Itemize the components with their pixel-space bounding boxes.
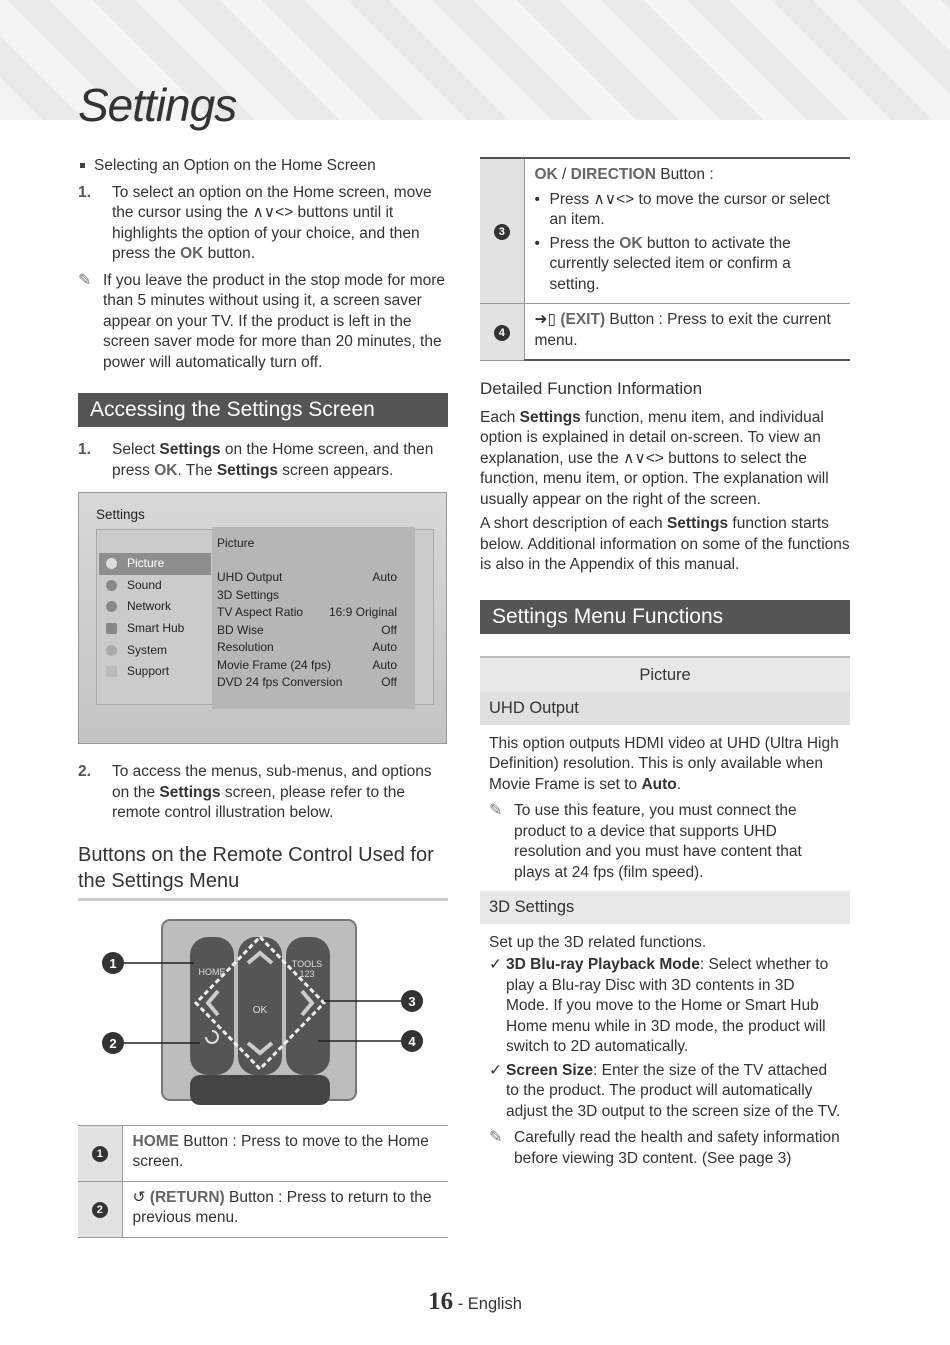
- slash-text: /: [557, 166, 571, 183]
- description-cell: [524, 304, 850, 361]
- tools-number-label: 123: [299, 968, 315, 979]
- sound-icon: [106, 580, 117, 591]
- system-icon: [106, 645, 117, 656]
- picture-submenu: [212, 527, 415, 709]
- picture-header: Picture: [480, 656, 850, 693]
- para-text: function, menu item, and individual option is explained in detail on-screen. To view an explanation, use the: [480, 408, 824, 467]
- para-text: Each: [480, 408, 520, 426]
- settings-word: Settings: [159, 783, 221, 801]
- picture-icon: [106, 558, 117, 569]
- menu-item-support: [99, 661, 211, 683]
- paragraph: [489, 734, 841, 796]
- settings-word: Settings: [519, 408, 581, 426]
- remote-control-illustration: [78, 915, 448, 1115]
- section-settings-menu-functions: Settings Menu Functions: [480, 600, 850, 634]
- ok-label: OK: [619, 234, 643, 252]
- index-badge: 4: [494, 325, 510, 341]
- step-number: 1.: [78, 441, 91, 458]
- bullet-text: Selecting an Option on the Home Screen: [94, 157, 376, 174]
- row-value: 16:9 Original: [328, 605, 397, 619]
- access-step-2: [78, 762, 448, 824]
- screen-menu: [99, 553, 211, 683]
- note: [78, 271, 448, 374]
- step-text: To select an option on the Home screen, move the cursor using the: [112, 183, 432, 221]
- step-text: Select: [112, 441, 160, 458]
- 3d-settings-body: [480, 924, 850, 1170]
- list-item: • Press ∧∨<> to move the cursor or select an item.: [534, 190, 830, 228]
- check-item: [489, 1061, 841, 1123]
- row-label: BD Wise: [217, 622, 264, 637]
- step-text: . The: [177, 461, 217, 479]
- button-table-right: [480, 157, 850, 361]
- right-column: [480, 157, 850, 1173]
- uhd-output-body: [480, 725, 850, 884]
- note-text: Carefully read the health and safety information before viewing 3D content. (See page 3): [514, 1129, 840, 1167]
- check-text: : Enter the size of the TV attached to the product. The product will automatically adjust the 3D output to the screen size of the TV.: [506, 1061, 841, 1120]
- button-name: (EXIT): [560, 311, 606, 328]
- menu-label: Sound: [127, 577, 162, 592]
- ok-label: OK: [534, 166, 558, 183]
- button-description: Button : Press to exit the current menu.: [534, 311, 831, 349]
- step-text: buttons until it highlights the option of your choice, and then press the: [112, 204, 420, 262]
- check-text: : Select whether to play a Blu-ray Disc with 3D contents in 3D Mode. If you move to the Home or Smart Hub Home menu while in 3D mode, the product will switch to 2D automatically.: [506, 956, 829, 1055]
- item-text: button to activate the currently selected item or confirm a setting.: [549, 234, 791, 293]
- screen-title: Settings: [96, 507, 145, 522]
- table-row: [480, 158, 850, 304]
- step-1: [78, 183, 448, 265]
- settings-word: Settings: [159, 441, 221, 458]
- auto-word: Auto: [641, 775, 677, 793]
- para-text: function starts below. Additional information on some of the functions is also in the Appendix of this manual.: [480, 515, 850, 573]
- description-cell: [122, 1125, 448, 1181]
- home-label: HOME: [198, 966, 226, 977]
- button-description: Button : Press to return to the previous menu.: [132, 1188, 432, 1226]
- ok-label: OK: [154, 461, 178, 479]
- index-cell: [78, 1125, 122, 1181]
- page-title: Settings: [78, 79, 237, 131]
- row-label: UHD Output: [217, 570, 283, 584]
- button-name: (RETURN): [149, 1188, 225, 1206]
- row-label: DVD 24 fps Conversion: [217, 675, 343, 689]
- para-text: buttons to select the function, menu item, or option. The explanation will usually appear on the right of the screen.: [480, 449, 829, 508]
- para-text: A short description of each: [480, 515, 667, 532]
- button-name: HOME: [132, 1132, 179, 1150]
- remote-lower-button: [190, 1075, 330, 1105]
- page-number: 16: [428, 1288, 454, 1315]
- callout-1-label: 1: [109, 955, 117, 971]
- exit-icon: ➜▯: [534, 311, 557, 328]
- row-label: Resolution: [217, 640, 274, 654]
- index-cell: [78, 1181, 122, 1237]
- ok-label: OK: [252, 1004, 268, 1016]
- item-text: to move the cursor or select an item.: [549, 190, 830, 228]
- pencil-icon: ✎: [489, 802, 503, 819]
- row-label: 3D Settings: [217, 587, 280, 602]
- button-description: Button : Press to move to the Home screen.: [132, 1132, 429, 1170]
- step-text: To access the menus, sub-menus, and options on the: [112, 763, 432, 801]
- pencil-icon: ✎: [78, 271, 92, 289]
- step-number: 1.: [78, 183, 91, 201]
- check-title: 3D Blu-ray Playback Mode: [506, 956, 700, 973]
- menu-label: Smart Hub: [127, 621, 185, 636]
- check-icon: ✓: [489, 956, 502, 973]
- menu-item-network: [99, 596, 211, 618]
- table-row: [78, 1181, 448, 1237]
- table-row: [480, 304, 850, 361]
- list-item: • Press the OK button to activate the currently selected item or confirm a setting.: [534, 234, 791, 293]
- left-column: [78, 156, 448, 1238]
- list-item: [78, 156, 448, 177]
- table-row: [78, 1125, 448, 1181]
- page-footer: [0, 1288, 950, 1316]
- detailed-heading: Detailed Function Information: [480, 379, 703, 398]
- row-label: TV Aspect Ratio: [217, 605, 304, 619]
- note-text: To use this feature, you must connect the product to a device that supports UHD resolution and you must have content that plays at 24 fps (film speed).: [514, 802, 802, 881]
- section-accessing-settings: Accessing the Settings Screen: [78, 393, 448, 427]
- row-value: Off: [381, 675, 397, 689]
- submenu-row: [217, 672, 397, 693]
- index-cell: [480, 158, 524, 304]
- tools-label: TOOLS: [291, 958, 323, 969]
- settings-word: Settings: [666, 515, 729, 532]
- arrows-icon: ∧∨<>: [593, 190, 635, 208]
- check-title: Screen Size: [506, 1061, 594, 1079]
- direction-label: DIRECTION: [570, 166, 656, 183]
- menu-item-system: [99, 640, 211, 662]
- index-badge: 2: [92, 1202, 108, 1218]
- index-badge: 3: [494, 224, 510, 240]
- buttons-heading: Buttons on the Remote Control Used for the Settings Menu: [78, 842, 448, 901]
- check-item: [489, 955, 841, 1058]
- row-value: Auto: [372, 570, 397, 584]
- item-text: Press the: [549, 234, 620, 252]
- pencil-icon: ✎: [489, 1129, 503, 1146]
- menu-item-smart-hub: [99, 618, 211, 640]
- para-text: Set up the 3D related functions.: [489, 933, 707, 951]
- ok-label: OK: [180, 245, 204, 262]
- note-text: If you leave the product in the stop mode for more than 5 minutes without using it, a screen saver appear on your TV. If the product is left in the screen saver mode for more than 20 minutes, the power will automatically turn off.: [103, 271, 446, 371]
- arrows-icon: ∧∨<>: [252, 204, 294, 221]
- callout-2-label: 2: [109, 1035, 117, 1051]
- row-value: Off: [381, 622, 397, 637]
- step-number: 2.: [78, 763, 91, 780]
- row-value: Auto: [372, 640, 397, 654]
- note: [489, 801, 841, 883]
- callout-3-label: 3: [408, 993, 416, 1009]
- menu-label: Picture: [127, 556, 165, 570]
- description-cell: [524, 158, 850, 304]
- settings-screen-image: [78, 492, 447, 744]
- menu-item-sound: [99, 575, 211, 597]
- button-text: Button :: [655, 166, 714, 183]
- paragraph: [480, 408, 850, 511]
- step-text: screen, please refer to the remote control illustration below.: [112, 783, 405, 821]
- para-text: .: [676, 775, 682, 793]
- arrows-icon: ∧∨<>: [623, 449, 664, 467]
- note: [489, 1128, 841, 1169]
- return-icon: ↺: [132, 1188, 146, 1206]
- button-table-left: [78, 1125, 448, 1238]
- row-label: Movie Frame (24 fps): [217, 657, 332, 672]
- support-icon: [106, 666, 117, 677]
- settings-word: Settings: [216, 461, 278, 479]
- index-badge: 1: [92, 1146, 108, 1162]
- index-cell: [480, 304, 524, 361]
- step-text: button.: [203, 245, 256, 262]
- smart-hub-icon: [106, 623, 117, 634]
- menu-label: Support: [127, 664, 170, 679]
- access-step-1: [78, 440, 448, 481]
- check-icon: ✓: [489, 1061, 502, 1079]
- callout-4-label: 4: [408, 1033, 416, 1049]
- 3d-settings-header: 3D Settings: [480, 891, 850, 924]
- row-value: Auto: [372, 657, 397, 672]
- description-cell: [122, 1181, 448, 1237]
- menu-label: Network: [127, 599, 172, 614]
- item-text: Press: [549, 190, 594, 208]
- submenu-title: Picture: [217, 536, 255, 550]
- menu-item-picture: [99, 553, 211, 575]
- menu-label: System: [127, 642, 168, 657]
- network-icon: [106, 601, 117, 612]
- paragraph: [480, 514, 850, 576]
- step-text: on the Home screen, and then press: [112, 441, 434, 479]
- step-text: screen appears.: [277, 461, 394, 479]
- para-text: This option outputs HDMI video at UHD (Ultra High Definition) resolution. This is only available when Movie Frame is set to: [489, 734, 839, 793]
- language-label: - English: [453, 1295, 522, 1313]
- uhd-output-header: UHD Output: [480, 692, 850, 725]
